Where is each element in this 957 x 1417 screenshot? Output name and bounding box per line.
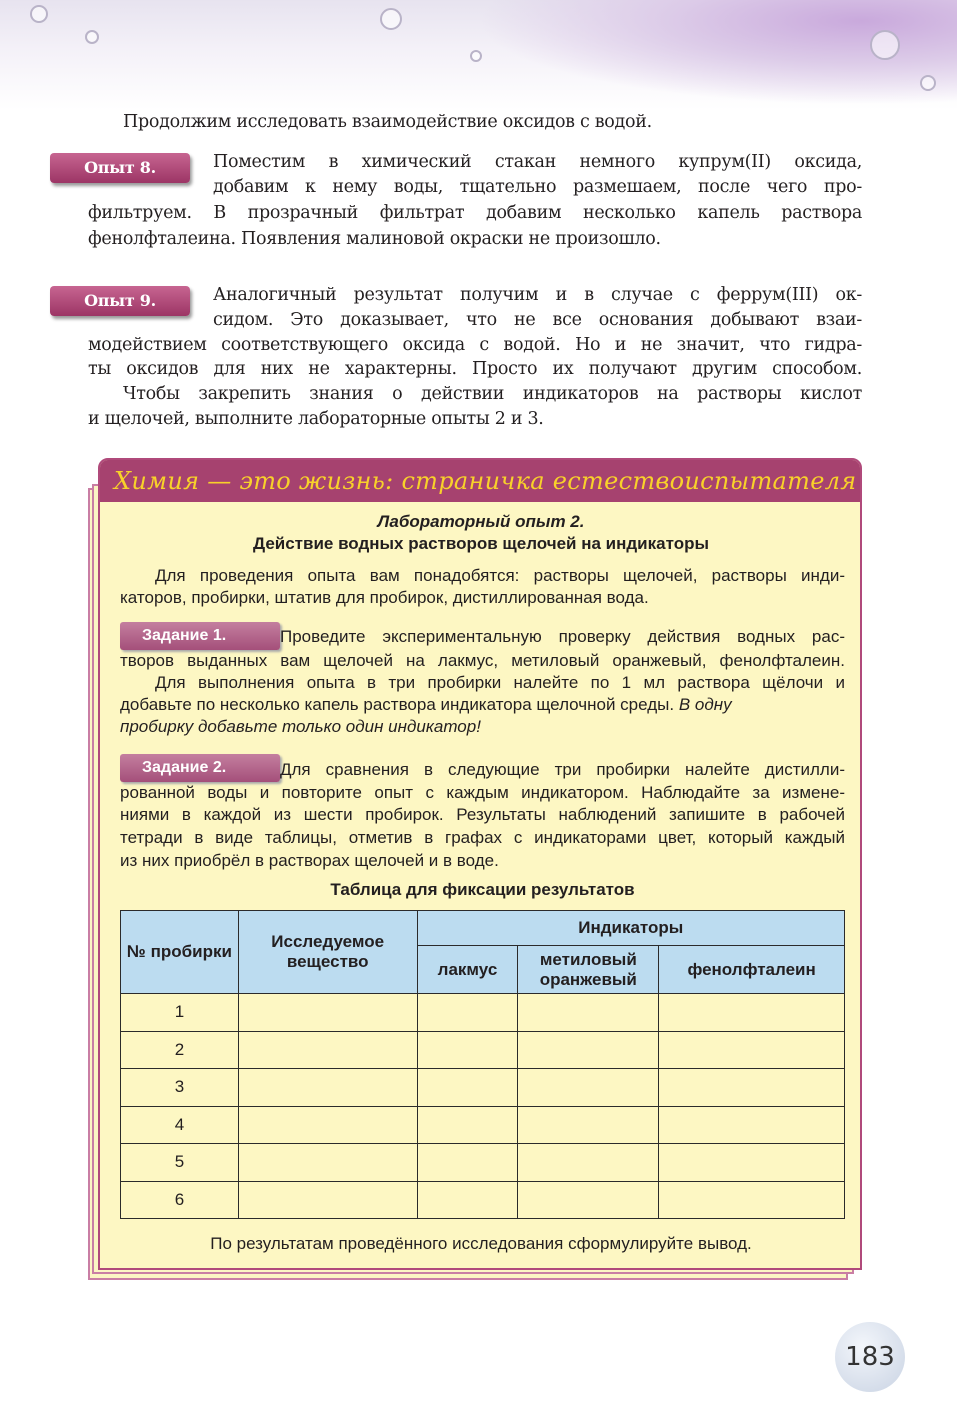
empty-cell <box>659 1106 845 1144</box>
task1-line: творов выданных вам щелочей на лакмус, метиловый оранжевый, фенолфталеин. <box>120 651 845 670</box>
header-decoration <box>0 0 957 110</box>
table-row <box>121 1069 845 1107</box>
empty-cell <box>417 1144 518 1182</box>
empty-cell <box>659 1181 845 1219</box>
empty-cell <box>238 1069 417 1107</box>
exp9-line: сидом. Это доказывает, что не все основания добывают взаи- <box>213 310 862 330</box>
empty-cell <box>518 1181 659 1219</box>
results-table <box>120 910 845 1219</box>
exp8-line: добавим к нему воды, тщательно размешаем, после чего про- <box>213 177 862 197</box>
task2-line: рованной воды и повторите опыт с каждым индикатором. Наблюдайте за измене- <box>120 783 845 802</box>
conclusion-text: По результатам проведённого исследования сформулируйте вывод. <box>210 1234 752 1253</box>
tube-number: 1 <box>121 994 239 1032</box>
header-tube-number: № пробирки <box>121 911 239 994</box>
lab-subtitle: Действие водных растворов щелочей на индикаторы <box>253 534 709 553</box>
table-row <box>121 994 845 1032</box>
empty-cell <box>518 994 659 1032</box>
task2-line: тетради в виде таблицы, отметив в графах с индикаторами цвет, который каждый <box>120 828 845 847</box>
empty-cell <box>659 1144 845 1182</box>
task1-line: добавьте по несколько капель раствора индикатора щелочной среды. В одну <box>120 695 732 714</box>
task-1-badge: Задание 1. <box>120 622 280 650</box>
empty-cell <box>417 1031 518 1069</box>
empty-cell <box>238 1031 417 1069</box>
table-row <box>121 1106 845 1144</box>
task2-line: ниями в каждой из шести пробирок. Результаты наблюдений запишите в рабочей <box>120 805 845 824</box>
tube-number: 5 <box>121 1144 239 1182</box>
task1-line: Для выполнения опыта в три пробирки налейте по 1 мл раствора щёлочи и <box>155 673 845 692</box>
header-indicators: Индикаторы <box>417 911 844 946</box>
exp8-line: фенолфталеина. Появления малиновой окраски не произошло. <box>88 229 661 249</box>
empty-cell <box>417 1181 518 1219</box>
page-number: 183 <box>835 1322 905 1392</box>
empty-cell <box>417 1069 518 1107</box>
table-row <box>121 1144 845 1182</box>
task2-line: из них приобрёл в растворах щелочей и в воде. <box>120 851 499 870</box>
tube-number: 4 <box>121 1106 239 1144</box>
empty-cell <box>238 1106 417 1144</box>
empty-cell <box>238 1144 417 1182</box>
header-substance: Исследуемое вещество <box>238 911 417 994</box>
tube-number: 6 <box>121 1181 239 1219</box>
experiment-9-badge: Опыт 9. <box>50 286 190 316</box>
header-litmus: лакмус <box>417 946 518 994</box>
section-banner: Химия — это жизнь: страничка естествоиспытателя <box>100 460 860 502</box>
empty-cell <box>238 994 417 1032</box>
closing-line: Чтобы закрепить знания о действии индикаторов на растворы кислот <box>123 384 862 404</box>
empty-cell <box>518 1031 659 1069</box>
exp9-line: ты оксидов для них не характерны. Просто их получают другим способом. <box>88 359 862 379</box>
empty-cell <box>518 1106 659 1144</box>
task-2-badge: Задание 2. <box>120 754 280 782</box>
empty-cell <box>518 1069 659 1107</box>
empty-cell <box>238 1181 417 1219</box>
table-title: Таблица для фиксации результатов <box>330 880 635 899</box>
exp8-line: фильтруем. В прозрачный фильтрат добавим несколько капель раствора <box>88 203 862 223</box>
materials-line: каторов, пробирки, штатив для пробирок, дистиллированная вода. <box>120 588 649 607</box>
empty-cell <box>518 1144 659 1182</box>
closing-line: и щелочей, выполните лабораторные опыты 2 и 3. <box>88 409 544 429</box>
intro-text: Продолжим исследовать взаимодействие оксидов с водой. <box>123 112 652 132</box>
table-row <box>121 1181 845 1219</box>
empty-cell <box>659 1031 845 1069</box>
experiment-8-badge: Опыт 8. <box>50 153 190 183</box>
table-row <box>121 1031 845 1069</box>
task1-italic: пробирку добавьте только один индикатор! <box>120 717 481 736</box>
empty-cell <box>417 994 518 1032</box>
header-phenolphthalein: фенолфталеин <box>659 946 845 994</box>
empty-cell <box>417 1106 518 1144</box>
materials-line: Для проведения опыта вам понадобятся: растворы щелочей, растворы инди- <box>155 566 845 585</box>
tube-number: 2 <box>121 1031 239 1069</box>
task2-line: Для сравнения в следующие три пробирки налейте дистилли- <box>280 760 845 779</box>
lab-title: Лабораторный опыт 2. <box>377 512 585 531</box>
tube-number: 3 <box>121 1069 239 1107</box>
empty-cell <box>659 994 845 1032</box>
task1-line: Проведите экспериментальную проверку действия водных рас- <box>280 627 845 646</box>
exp9-line: модействием соответствующего оксида с водой. Но и не значит, что гидра- <box>88 335 862 355</box>
exp9-line: Аналогичный результат получим и в случае с феррум(III) ок- <box>213 285 862 305</box>
exp8-line: Поместим в химический стакан немного купрум(II) оксида, <box>213 152 862 172</box>
empty-cell <box>659 1069 845 1107</box>
header-methyl-orange: метиловый оранжевый <box>518 946 659 994</box>
